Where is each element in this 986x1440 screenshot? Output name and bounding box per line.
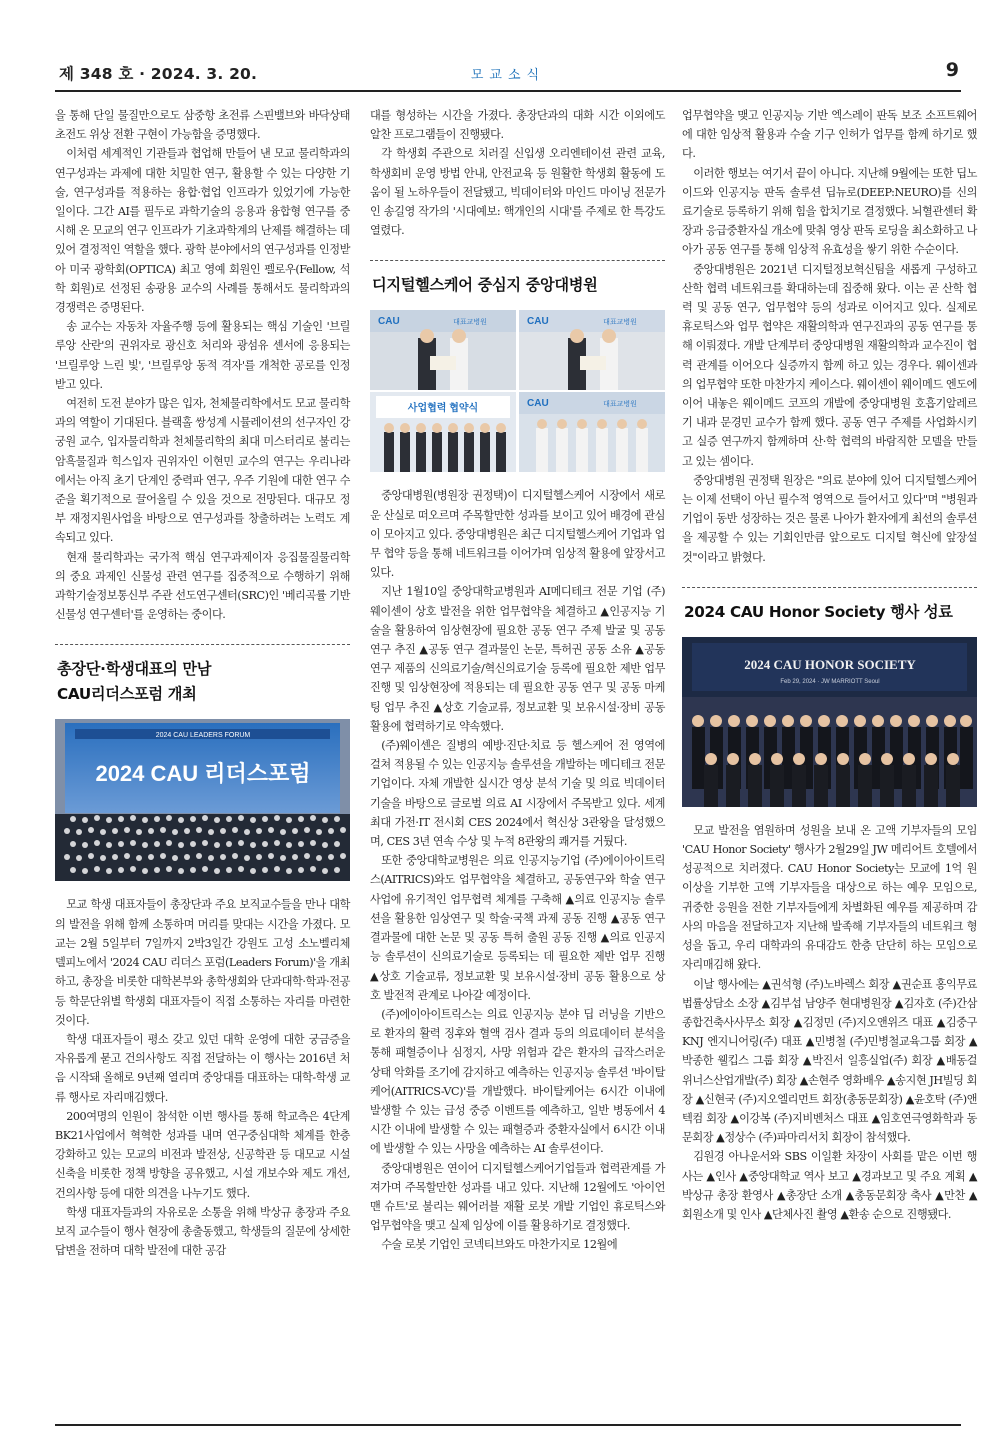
leaders-forum-photo-art [55, 719, 350, 881]
photo-sub-text: Feb 29, 2024 · JW MARRIOTT Seoul [780, 678, 880, 685]
article-paragraph: 수술 로봇 기업인 코넥티브와도 마찬가지로 12월에 [381, 1238, 618, 1252]
section-title: 모교소식 [470, 68, 546, 83]
cau-logo-icon: CAU [378, 316, 400, 328]
article-paragraph: 중앙대병원(병원장 권정택)이 디지털헬스케어 시장에서 새로운 산실로 떠오르며 주목할만한 성과를 보이고 있어 배경에 관심이 모아지고 있다. 중앙대병원은 최근 디지털헬스케어 기업과 업무 협약 등을 통해 네트워크를 이어가며 임상적 활용에 앞장서고 있다. [370, 489, 665, 580]
photo-banner-text: 2024 CAU 리더스포럼 [95, 761, 311, 787]
cau-logo-icon: CAU [527, 398, 549, 410]
headline-honor-society: 2024 CAU Honor Society 행사 성료 [684, 602, 953, 621]
column-3 [682, 106, 977, 1224]
article-paragraph: 이처럼 세계적인 기관들과 협업해 만들어 낸 모교 물리학과의 연구성과는 과제에 대한 치밀한 연구, 활용할 수 있는 다양한 기술, 연구성과를 적용하는 융합·협업 인프라가 있었기에 가능한 일이다. 그간 AI를 필두로 과학기술의 응용과 융합형 연구를 중시해 온 모교의 연구 인프라가 기초과학계의 난제를 해결하는 데 있어 결정적인 역할을 했다. 광학 분야에서의 연구성과를 인정받아 미국 광학회(OPTICA) 최고 영예 회원인 펠로우(Fellow, 석학 회원)로 선정된 송광용 교수의 사례를 통해서도 물리학과의 경쟁력은 증명된다. [55, 147, 350, 315]
article-paragraph: 200여명의 인원이 참석한 이번 행사를 통해 학교측은 4단계 BK21사업에서 혁혁한 성과를 내며 연구중심대학 체계를 한층 강화하고 있는 모교의 비전과 발전상, 신공학관 등 대모교 시설 신축을 비롯한 정책 방향을 공유했고, 시설 개보수와 제도 개선, 건의사항 등에 대한 의견을 나누기도 했다. [55, 1109, 350, 1200]
photo-caption-tr: 대표교병원 [603, 319, 637, 327]
article-paragraph: 여전히 도전 분야가 많은 입자, 천체물리학에서도 모교 물리학과의 역할이 기대된다. 블랙홀 쌍성계 시뮬레이션의 선구자인 강궁원 교수, 입자물리학과 천체물리학의 최대 미스터리로 불리는 암흑물질과 힉스입자 권위자인 이현민 교수의 연구는 우리나라에서는 아직 초기 단계인 중력파 연구, 우주 기원에 대한 연구 수준을 획기적으로 끌어올릴 수 있을 것으로 전망된다. 대규모 정부 재정지원사업을 바탕으로 연구성과를 창출하려는 노력도 계속되고 있다. [55, 397, 350, 545]
article-paragraph: 김원경 아나운서와 SBS 이일환 차장이 사회를 맡은 이번 행사는 ▲인사 ▲중앙대학교 역사 보고 ▲경과보고 및 주요 계획 ▲박상규 총장 환영사 ▲총장단 소개 ▲총동문회장 축사 ▲만찬 ▲회원소개 및 인사 ▲단체사진 촬영 ▲환송 순으로 진행됐다. [682, 1150, 977, 1221]
headline-line: 총장단·학생대표의 만남 [57, 660, 212, 679]
article-divider [370, 260, 665, 261]
article-paragraph: (주)에이아이트릭스는 의료 인공지능 분야 딥 러닝을 기반으로 환자의 활력 징후와 혈액 검사 결과 등의 의료데이터 분석을 통해 패혈증이나 심정지, 사망 위험과 같은 환자의 급작스러운 상태 악화를 조기에 감지하고 예측하는 인공지능 솔루션 '바이탈케어(AITRICS-VC)'를 개발했다. 바이탈케어는 6시간 이내에 발생할 수 있는 급성 중증 이벤트를 예측하고, 일반 병동에서 4시간 이내에 발생할 수 있는 패혈증과 중환자실에서 6시간 이내에 발생할 수 있는 사망을 예측하는 AI 솔루션이다. [370, 1007, 665, 1156]
article-paragraph: 중앙대병원은 2021년 디지털정보혁신팀을 새롭게 구성하고 산학 협력 네트워크를 확대하는데 집중해 왔다. 이는 곧 산학 협력 및 공동 연구, 업무협약 등의 성과로 이어지고 있다. 실제로 휴로틱스와 업무 협약은 재활의학과 연구진과의 공동 연구를 통해 이뤄졌다. 개발 단계부터 중앙대병원 재활의학과 교수진이 협력 관계를 이어오다 실증까지 함께 하고 있는 경우다. 웨이센과의 업무협약 또한 마찬가지 케이스다. 웨이센이 웨이메드 엔도에 이어 내놓은 웨이메드 코프의 개발에 중앙대병원 호흡기알레르기 내과 문경민 교수가 함께 했다. 공동 연구 주제를 사업화시키고 실증 연구까지 함께하며 산·학 협력의 바람직한 모델을 만들고 있는 셈이다. [682, 262, 977, 468]
article-paragraph: 또한 중앙대학교병원은 의료 인공지능기업 (주)에이아이트릭스(AITRICS)와도 업무협약을 체결하고, 공동연구와 학술 연구 사업에 유기적인 업무협력 체계를 구축해 ▲의료 인공지능 솔루션을 활용한 임상연구 및 학술·국책 과제 공동 진행 ▲공동 연구 결과물에 대한 논문 및 공동 특허 출원 공동 진행 ▲의료 인공지능 솔루션이 신의료기술로 등록되는 데 필요한 제반 업무 진행 ▲상호 기술교류, 정보교환 및 보유시설·장비 공동 활용으로 상호 발전적 관계로 나아갈 예정이다. [370, 854, 665, 1002]
article-paragraph: 모교 발전을 염원하며 성원을 보내 온 고액 기부자들의 모임 'CAU Honor Society' 행사가 2월29일 JW 메리어트 호텔에서 성공적으로 치러졌다. CAU Honor Society는 모교에 1억 원 이상을 기부한 고액 기부자들을 대상으로 하는 예우 모임으로, 귀중한 응원을 전한 기부자들에게 차별화된 예우를 제공하며 감사의 마음을 전달하고자 지난해 발족해 기부자들의 네트워크 형성을 돕고, 우리 대학과의 유대감도 한층 단단히 하는 모임으로 자리매김해 왔다. [682, 823, 977, 972]
honor-society-photo-art [682, 637, 977, 807]
article-paragraph: 중앙대병원은 연이어 디지털헬스케어기업들과 협력관계를 가져가며 주목할만한 성과를 내고 있다. 지난해 12월에도 '아이언맨 슈트'로 불리는 웨어러블 재활 로봇 개발 기업인 휴로틱스와 업무협약을 맺고 실제 임상에 이를 활용하기로 결정했다. [370, 1161, 665, 1233]
article-paragraph: 중앙대병원 권정택 원장은 "의료 분야에 있어 디지털헬스케어는 이제 선택이 아닌 필수적 영역으로 들어서고 있다"며 "병원과 기업이 동반 성장하는 것은 물론 나아가 환자에게 최선의 솔루션을 제공할 수 있는 기회인만큼 앞으로도 디지털 혁신에 앞장설 것"이라고 밝혔다. [682, 473, 977, 564]
footer-rule [55, 1424, 961, 1426]
article-paragraph: 각 학생회 주관으로 치러질 신입생 오리엔테이션 관련 교육, 학생회비 운영 방법 안내, 안전교육 등 원활한 학생회 활동에 도움이 될 노하우들이 전달됐고, 빅데이터와 마인드 마이닝 전문가인 송길영 작가의 '시대예보: 핵개인의 시대'를 주제로 한 특강도 열렸다. [370, 147, 665, 238]
article-divider [55, 644, 350, 645]
photo-caption-br: 대표교병원 [603, 401, 637, 409]
article-paragraph: 지난 1월10일 중앙대학교병원과 AI메디테크 전문 기업 (주)웨이센이 상호 발전을 위한 업무협약을 체결하고 ▲인공지능 기술을 활용하여 임상현장에 필요한 공동 연구 주제 발굴 및 공동 연구 추진 ▲공동 연구 결과물인 논문, 특허권 공동 소유 ▲공동 연구 제품의 신의료기술/혁신의료기술 등록에 필요한 제반 업무 진행 및 임상현장에 적용되는 데 필요한 공동 연구 및 공동 마케팅 업무 추진 ▲상호 기술교류, 정보교환 및 보유시설·장비 공동 활용에 협력하기로 약속했다. [370, 585, 665, 733]
photo-caption-tl: 대표교병원 [453, 319, 487, 327]
headline-digital-healthcare: 디지털헬스케어 중심지 중앙대병원 [372, 276, 598, 295]
article-paragraph: 이날 행사에는 ▲권석형 (주)노바렉스 회장 ▲권순표 홍익무료법률상담소 소장 ▲김부섭 남양주 현대병원장 ▲김자호 (주)간삼종합건축사사무소 회장 ▲김정민 (주)지오앤위즈 대표 ▲김중구 KNJ 엔지니어링(주) 대표 ▲민병철 (주)민병철교육그룹 회장 ▲박종한 웰킵스 그룹 회장 ▲박진서 일흥실업(주) 회장 ▲배동걸 위너스산업개발(주) 회장 ▲손현주 영화배우 ▲송지현 JH빌딩 회장 ▲신현국 (주)지오엘리먼트 회장(총동문회장) ▲윤호탁 (주)앤텍컴 회장 ▲이강복 (주)지비벤처스 대표 ▲임호연극영화학과 동문회장 ▲정상수 (주)파마리서치 회장이 참석했다. [682, 977, 977, 1145]
photo-small-text: 2024 CAU LEADERS FORUM [155, 732, 251, 740]
cau-logo-icon: CAU [527, 316, 549, 328]
article-paragraph: 대를 형성하는 시간을 가졌다. 총장단과의 대화 시간 이외에도 알찬 프로그램들이 진행됐다. [370, 109, 665, 142]
photo-banner-text: 2024 CAU HONOR SOCIETY [744, 656, 916, 672]
article-paragraph: 현재 물리학과는 국가적 핵심 연구과제이자 응집물질물리학의 중요 과제인 신물성 관련 연구를 집중적으로 수행하기 위해 과학기술정보통신부 주관 선도연구센터(SRC)인 '베리곡률 기반 신물성 연구센터'를 운영하는 중이다. [55, 550, 350, 622]
page-number: 9 [945, 59, 959, 81]
article-paragraph: (주)웨이센은 질병의 예방·진단·치료 등 헬스케어 전 영역에 걸쳐 적용될 수 있는 인공지능 솔루션을 개발하는 메디테크 전문 기업이다. 자체 개발한 실시간 영상 분석 기술 및 의료 빅데이터 기술을 바탕으로 글로벌 의료 AI 시장에서 주목받고 있다. 세계 최대 가전·IT 전시회 CES 2024에서 혁신상 3관왕을 달성했으며, CES 3년 연속 수상 및 누적 8관왕의 쾌거를 거뒀다. [370, 739, 665, 849]
article-divider [682, 587, 977, 588]
column-1 [55, 106, 350, 1260]
article-paragraph: 업무협약을 맺고 인공지능 기반 엑스레이 판독 보조 소프트웨어에 대한 임상적 활용과 수술 기구 인허가 업무를 함께 하기로 했다. [682, 109, 977, 161]
article-paragraph: 이러한 행보는 여기서 끝이 아니다. 지난해 9월에는 또한 딥노이드와 인공지능 판독 솔루션 딥뉴로(DEEP:NEURO)를 신의료기술로 등록하기 위해 힘을 합치기로 결정했다. 뇌혈관센터 확장과 응급중환자실 개소에 맞춰 영상 판독 로딩을 최소화하고 나아가 공동 연구를 통해 임상적 유효성을 쌓기 위한 수순이다. [682, 166, 977, 257]
issue-date: 제 348 호 · 2024. 3. 20. [59, 65, 258, 83]
headline-leaders-forum [57, 657, 350, 707]
hospital-agreement-photos [370, 310, 665, 472]
page-header [55, 58, 961, 92]
article-paragraph: 학생 대표자들이 평소 갖고 있던 대학 운영에 대한 궁금증을 자유롭게 묻고 건의사항도 직접 전달하는 이 행사는 2016년 처음 시작돼 올해로 9년째 열리며 중앙대를 대표하는 대학-학생 교류 행사로 자리매김했다. [55, 1032, 350, 1104]
headline-line: CAU리더스포럼 개최 [57, 685, 197, 704]
honor-society-photo [682, 637, 977, 807]
article-paragraph: 송 교수는 자동차 자율주행 등에 활용되는 핵심 기술인 '브릴루앙 산란'의 권위자로 광신호 처리와 광섬유 센서에 응용되는 '브릴루앙 느린 빛', '브릴루앙 동적 격자'를 개척한 공로를 인정받고 있다. [55, 320, 350, 391]
hospital-photo-grid [370, 310, 665, 472]
article-paragraph: 을 통해 단일 물질만으로도 삼중항 초전류 스핀밸브와 바닥상태 초전도 위상 전환 구현이 가능함을 증명했다. [55, 109, 350, 142]
photo-caption-bl: 사업협력 협약식 [407, 403, 479, 415]
article-paragraph: 학생 대표자들과의 자유로운 소통을 위해 박상규 총장과 주요 보직 교수들이 행사 현장에 총출동했고, 학생들의 질문에 상세한 답변을 전하며 대학 발전에 대한 공감 [55, 1205, 350, 1258]
article-paragraph: 모교 학생 대표자들이 총장단과 주요 보직교수들을 만나 대학의 발전을 위해 함께 소통하며 머리를 맞대는 시간을 가졌다. 모교는 2월 5일부터 7일까지 2박3일간 강원도 고성 소노벨리체 델피노에서 '2024 CAU 리더스 포럼(Leaders Forum)'을 개최하고, 총장을 비롯한 대학본부와 총학생회와 단과대학·학과·전공 등 학문단위별 학생회 대표자들이 직접 소통하는 자리를 마련한 것이다. [55, 898, 350, 1027]
column-2 [370, 106, 665, 1255]
leaders-forum-photo [55, 719, 350, 881]
